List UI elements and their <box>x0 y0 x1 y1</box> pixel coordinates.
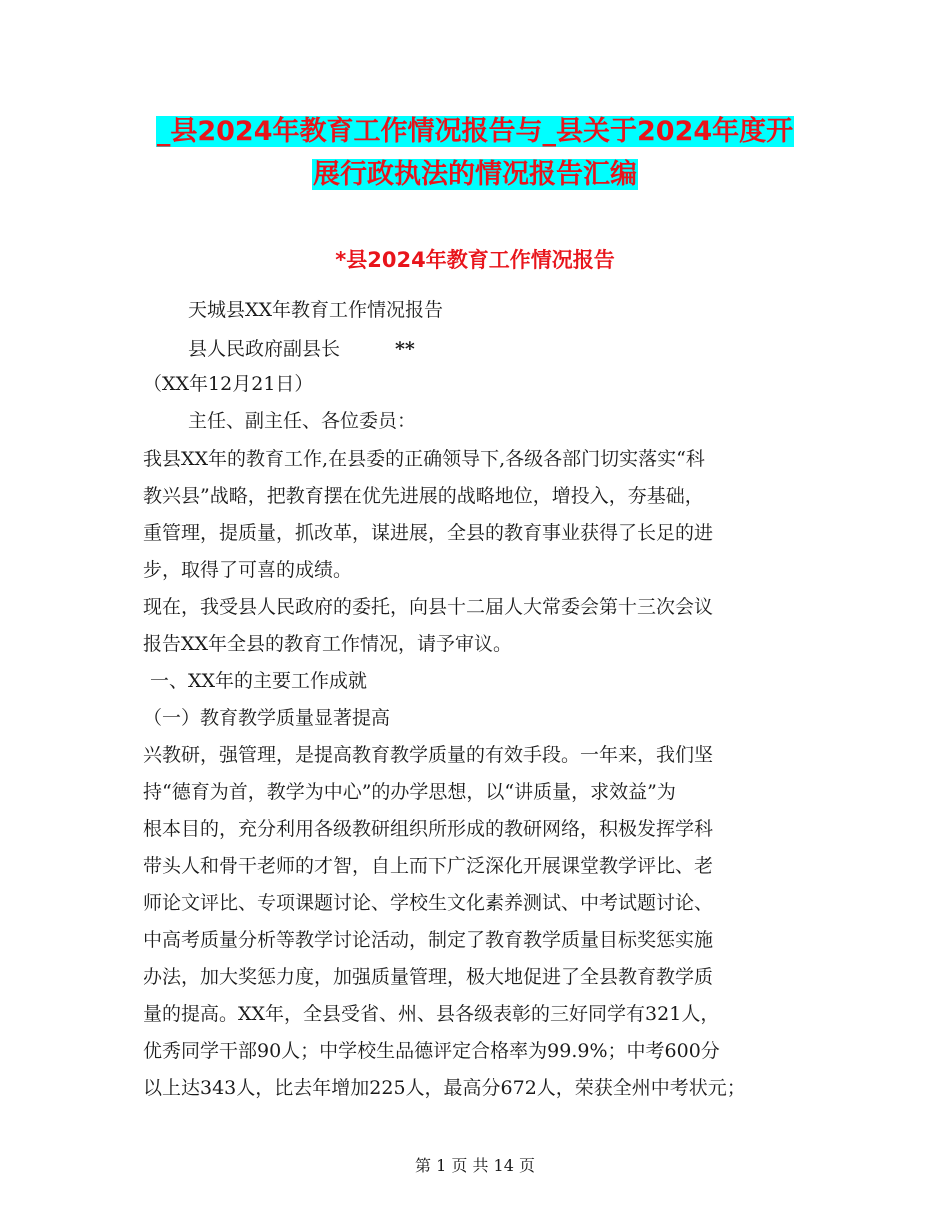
page-number-footer: 第 1 页 共 14 页 <box>415 1156 535 1175</box>
paragraph-2-line: 现在，我受县人民政府的委托，向县十二届人大常委会第十三次会议 <box>143 596 714 618</box>
report-date: （XX年12月21日） <box>143 373 314 395</box>
paragraph-2-line: 报告XX年全县的教育工作情况，请予审议。 <box>143 633 513 655</box>
heading-1: 一、XX年的主要工作成就 <box>150 670 368 692</box>
paragraph-3-line: 带头人和骨干老师的才智，自上而下广泛深化开展课堂教学评比、老 <box>143 855 714 877</box>
heading-1-1: （一）教育教学质量显著提高 <box>143 707 391 729</box>
paragraph-3-line: 持“德育为首，教学为中心”的办学思想，以“讲质量，求效益”为 <box>143 781 676 803</box>
paragraph-3-line: 兴教研，强管理，是提高教育教学质量的有效手段。一年来，我们坚 <box>143 744 714 766</box>
paragraph-3-line: 中高考质量分析等教学讨论活动，制定了教育教学质量目标奖惩实施 <box>143 929 714 951</box>
paragraph-3-line: 量的提高。XX年，全县受省、州、县各级表彰的三好同学有321人， <box>143 1003 720 1025</box>
paragraph-1-line: 步，取得了可喜的成绩。 <box>143 559 353 581</box>
document-title-line-2: 展行政执法的情况报告汇编 <box>313 159 637 190</box>
paragraph-3-line: 办法，加大奖惩力度，加强质量管理，极大地促进了全县教育教学质 <box>143 966 714 988</box>
paragraph-3-line: 以上达343人，比去年增加225人，最高分672人，荣获全州中考状元； <box>143 1077 746 1099</box>
document-title-line-1: _县2024年教育工作情况报告与_县关于2024年度开 <box>156 116 794 147</box>
paragraph-3-line: 师论文评比、专项课题讨论、学校生文化素养测试、中考试题讨论、 <box>143 892 714 914</box>
salutation: 主任、副主任、各位委员： <box>188 410 417 432</box>
paragraph-3-line: 优秀同学干部90人；中学校生品德评定合格率为99.9%；中考600分 <box>143 1040 720 1062</box>
section-title: *县2024年教育工作情况报告 <box>335 248 615 272</box>
paragraph-1-line: 重管理，提质量，抓改革，谋进展，全县的教育事业获得了长足的进 <box>143 522 714 544</box>
author-name: ** <box>395 338 415 360</box>
paragraph-1-line: 教兴县”战略，把教育摆在优先进展的战略地位，增投入，夯基础， <box>143 485 704 507</box>
paragraph-1-line: 我县XX年的教育工作,在县委的正确领导下,各级各部门切实落实“科 <box>143 448 705 470</box>
author-role: 县人民政府副县长 <box>188 338 341 360</box>
paragraph-3-line: 根本目的，充分利用各级教研组织所形成的教研网络，积极发挥学科 <box>143 818 714 840</box>
report-name: 天城县XX年教育工作情况报告 <box>188 299 444 321</box>
